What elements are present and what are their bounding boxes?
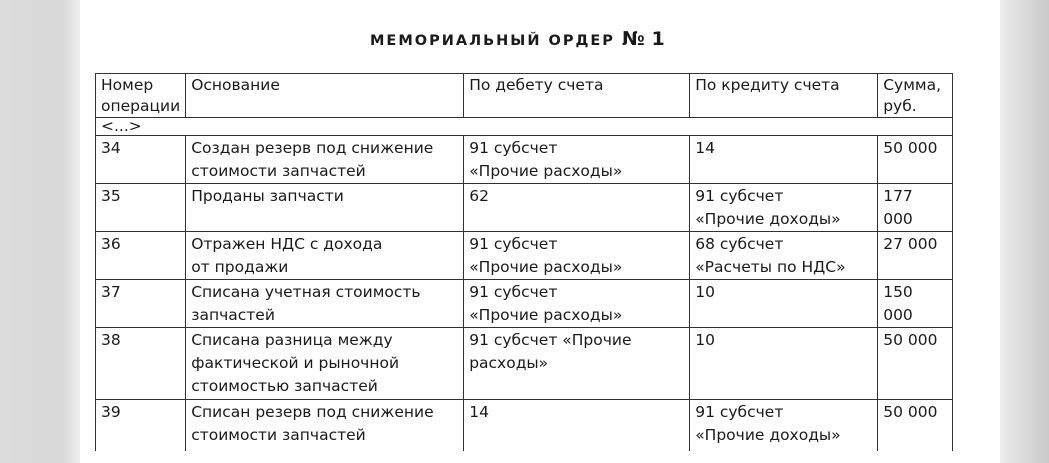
cell-credit: 14: [690, 136, 878, 184]
cell-number: 37: [96, 280, 186, 328]
cell-number: 35: [96, 184, 186, 232]
cell-debit: 91 субсчет «Прочие расходы»: [464, 328, 690, 400]
cell-basis: Отражен НДС с дохода от продажи: [186, 232, 464, 280]
header-debit: По дебету счета: [464, 74, 690, 118]
header-basis: Основание: [186, 74, 464, 118]
document-title-text: МЕМОРИАЛЬНЫЙ ОРДЕР: [370, 33, 615, 49]
cell-basis: Создан резерв под снижение стоимости запчастей: [186, 136, 464, 184]
document-title: [370, 28, 665, 50]
document-number: № 1: [621, 28, 665, 50]
cell-debit: 91 субсчет «Прочие расходы»: [464, 280, 690, 328]
cell-credit: 91 субсчет «Прочие доходы»: [690, 400, 878, 452]
cell-debit: 91 субсчет «Прочие расходы»: [464, 136, 690, 184]
table-row: [96, 184, 953, 232]
cell-credit: 10: [690, 328, 878, 400]
cell-basis: Проданы запчасти: [186, 184, 464, 232]
table-row: [96, 400, 953, 452]
cell-debit: 91 субсчет «Прочие расходы»: [464, 232, 690, 280]
cell-sum: 177 000: [878, 184, 953, 232]
omitted-rows-marker: <...>: [96, 118, 953, 136]
cell-sum: 50 000: [878, 400, 953, 452]
table-row: [96, 328, 953, 400]
cell-debit: 14: [464, 400, 690, 452]
cell-number: 34: [96, 136, 186, 184]
table-row: [96, 136, 953, 184]
cell-number: 36: [96, 232, 186, 280]
cell-sum: 50 000: [878, 328, 953, 400]
memorial-order-table: [95, 73, 953, 451]
cell-number: 38: [96, 328, 186, 400]
header-credit: По кредиту счета: [690, 74, 878, 118]
table-row: [96, 280, 953, 328]
cell-sum: 27 000: [878, 232, 953, 280]
cell-sum: 50 000: [878, 136, 953, 184]
table-row-ellipsis: [96, 118, 953, 136]
cell-basis: Списан резерв под снижение стоимости запчастей: [186, 400, 464, 452]
cell-credit: 10: [690, 280, 878, 328]
cell-credit: 68 субсчет «Расчеты по НДС»: [690, 232, 878, 280]
header-sum: Сумма, руб.: [878, 74, 953, 118]
cell-credit: 91 субсчет «Прочие доходы»: [690, 184, 878, 232]
cell-sum: 150 000: [878, 280, 953, 328]
table-header-row: [96, 74, 953, 118]
cell-number: 39: [96, 400, 186, 452]
table-row: [96, 232, 953, 280]
cell-basis: Списана разница между фактической и рыночной стоимостью запчастей: [186, 328, 464, 400]
cell-debit: 62: [464, 184, 690, 232]
cell-basis: Списана учетная стоимость запчастей: [186, 280, 464, 328]
header-operation-number: Номер операции: [96, 74, 186, 118]
